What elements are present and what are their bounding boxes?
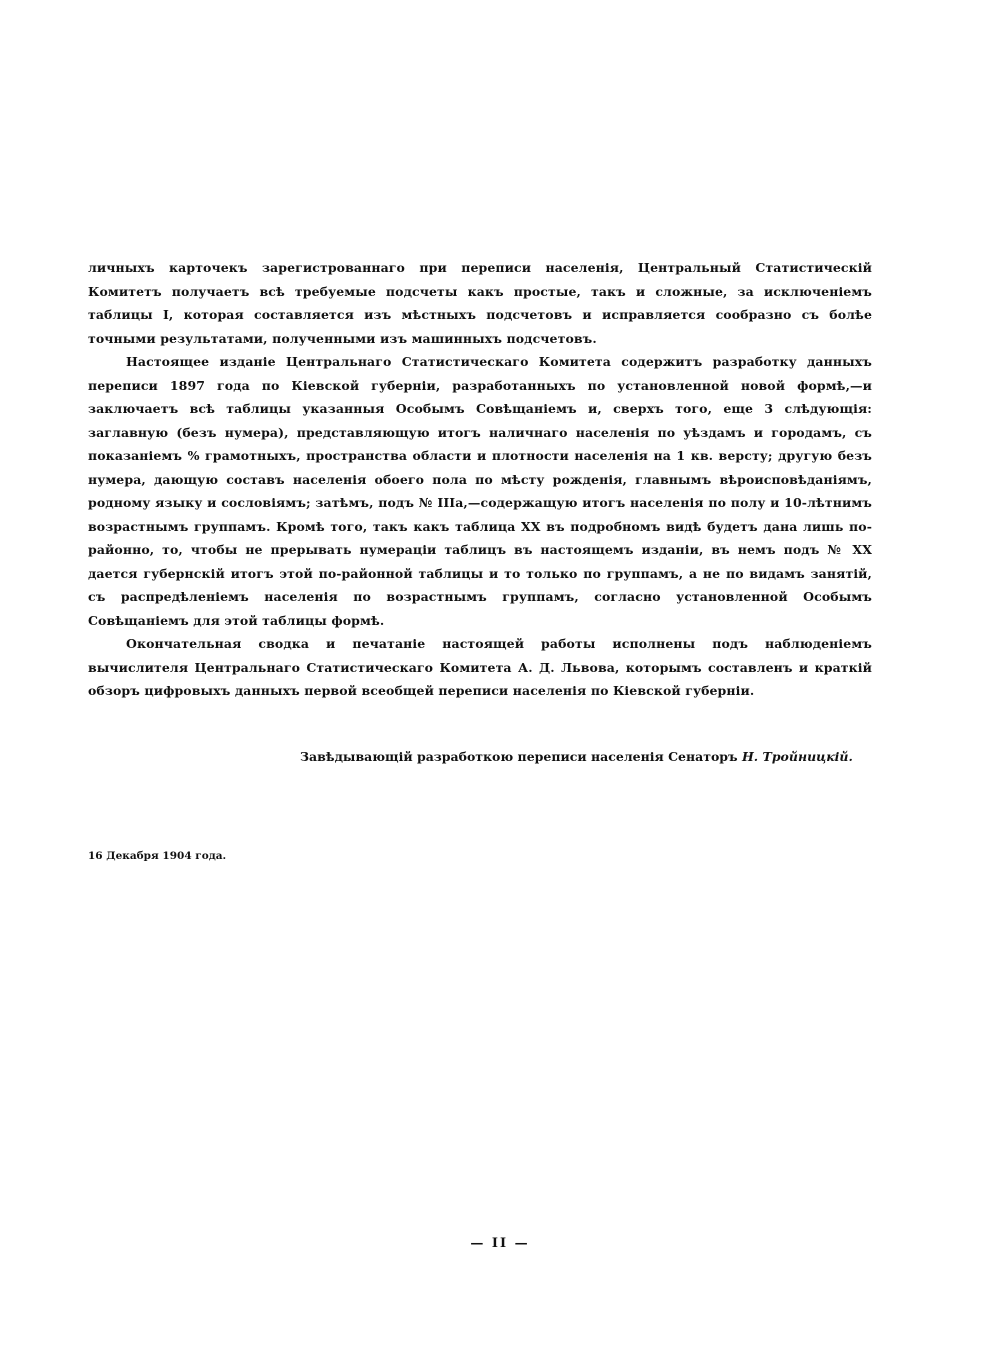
- document-date: 16 Декабря 1904 года.: [88, 850, 227, 862]
- signature-text: Завѣдывающій разработкою переписи населенія Сенаторъ: [300, 749, 738, 764]
- page-number: — II —: [470, 1236, 530, 1251]
- paragraph-1: личныхъ карточекъ зарегистрованнаго при переписи населенія, Центральный Статистическій Комитетъ получаетъ всѣ требуемые подсчеты какъ простые, такъ и сложные, за исключеніемъ таблицы I, которая составляется изъ мѣстныхъ подсчетовъ и исправляется сообразно съ болѣе точными результатами, полученными изъ машинныхъ подсчетовъ.: [88, 260, 872, 346]
- paragraph-2: Настоящее изданіе Центральнаго Статистическаго Комитета содержитъ разработку данныхъ переписи 1897 года по Кіевской губерніи, разработанныхъ по установленной новой формѣ,—и заключаетъ всѣ таблицы указанныя Особымъ Совѣщаніемъ и, сверхъ того, еще 3 слѣдующія: заглавную (безъ нумера), представляющую итогъ наличнаго населенія по уѣздамъ и городамъ, съ показаніемъ % грамотныхъ, пространства области и плотности населенія на 1 кв. версту; другую безъ нумера, дающую составъ населенія обоего пола по мѣсту рожденія, главнымъ вѣроисповѣданіямъ, родному языку и сословіямъ; затѣмъ, подъ № IIIа,—содержащую итогъ населенія по полу и 10-лѣтнимъ возрастнымъ группамъ. Кромѣ того, такъ какъ таблица XX въ подробномъ видѣ будетъ дана лишь по-районно, то, чтобы не прерывать нумераціи таблицъ въ настоящемъ изданіи, въ немъ подъ № XX дается губернскій итогъ этой по-районной таблицы и то только по группамъ, а не по видамъ занятій, съ распредѣленіемъ населенія по возрастнымъ группамъ, согласно установленной Особымъ Совѣщаніемъ для этой таблицы формѣ.: [88, 354, 872, 628]
- signature-name: Н. Тройницкій.: [742, 749, 853, 764]
- signature-line: [300, 749, 853, 764]
- paragraph-3: Окончательная сводка и печатаніе настоящей работы исполнены подъ наблюденіемъ вычислителя Центральнаго Статистическаго Комитета А. Д. Львова, которымъ составленъ и краткій обзоръ цифровыхъ данныхъ первой всеобщей переписи населенія по Кіевской губерніи.: [88, 636, 872, 698]
- body-text: [88, 256, 872, 703]
